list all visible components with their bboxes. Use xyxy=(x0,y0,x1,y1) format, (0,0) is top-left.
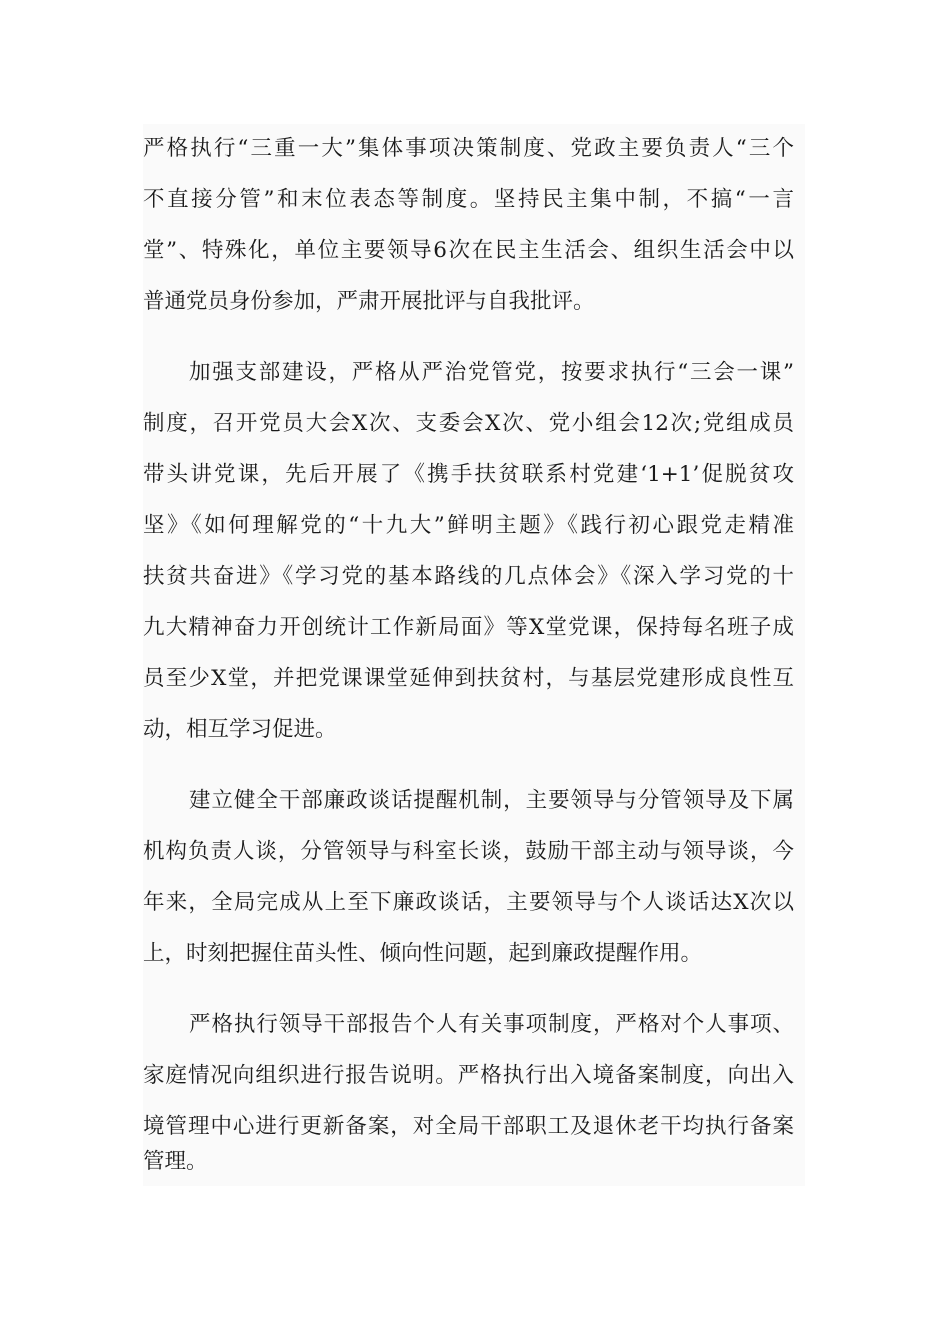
paragraph-2-line-4: 坚》《如何理解党的“十九大”鲜明主题》《践行初心跟党走精准 xyxy=(143,513,794,538)
paragraph-2-line-8: 动，相互学习促进。 xyxy=(143,717,337,742)
paragraph-3-line-3: 年来，全局完成从上至下廉政谈话，主要领导与个人谈话达X次以 xyxy=(143,890,794,915)
paragraph-4-line-3: 境管理中心进行更新备案，对全局干部职工及退休老干均执行备案 xyxy=(143,1114,794,1139)
paragraph-1-line-3: 堂”、特殊化，单位主要领导6次在民主生活会、组织生活会中以 xyxy=(143,238,794,263)
paragraph-2-line-7: 员至少X堂，并把党课课堂延伸到扶贫村，与基层党建形成良性互 xyxy=(143,666,794,691)
paragraph-2-line-5: 扶贫共奋进》《学习党的基本路线的几点体会》《深入学习党的十 xyxy=(143,564,794,589)
paragraph-3-line-4: 上，时刻把握住苗头性、倾向性问题，起到廉政提醒作用。 xyxy=(143,941,703,966)
document-text-block xyxy=(143,124,805,1186)
paragraph-1-line-2: 不直接分管”和末位表态等制度。坚持民主集中制，不搞“一言 xyxy=(143,187,794,212)
paragraph-4-line-1: 严格执行领导干部报告个人有关事项制度，严格对个人事项、 xyxy=(189,1012,794,1037)
paragraph-2-line-1: 加强支部建设，严格从严治党管党，按要求执行“三会一课” xyxy=(189,360,794,385)
paragraph-3-line-2: 机构负责人谈，分管领导与科室长谈，鼓励干部主动与领导谈，今 xyxy=(143,839,794,864)
paragraph-1-line-1: 严格执行“三重一大”集体事项决策制度、党政主要负责人“三个 xyxy=(143,136,794,161)
paragraph-2-line-2: 制度，召开党员大会X次、支委会X次、党小组会12次;党组成员 xyxy=(143,411,794,436)
paragraph-2-line-6: 九大精神奋力开创统计工作新局面》等X堂党课，保持每名班子成 xyxy=(143,615,794,640)
paragraph-4-line-2: 家庭情况向组织进行报告说明。严格执行出入境备案制度，向出入 xyxy=(143,1063,794,1088)
paragraph-4-line-4: 管理。 xyxy=(143,1149,208,1174)
paragraph-3-line-1: 建立健全干部廉政谈话提醒机制，主要领导与分管领导及下属 xyxy=(189,788,794,813)
paragraph-2-line-3: 带头讲党课，先后开展了《携手扶贫联系村党建‘1+1’促脱贫攻 xyxy=(143,462,794,487)
paragraph-1-line-4: 普通党员身份参加，严肃开展批评与自我批评。 xyxy=(143,289,595,314)
